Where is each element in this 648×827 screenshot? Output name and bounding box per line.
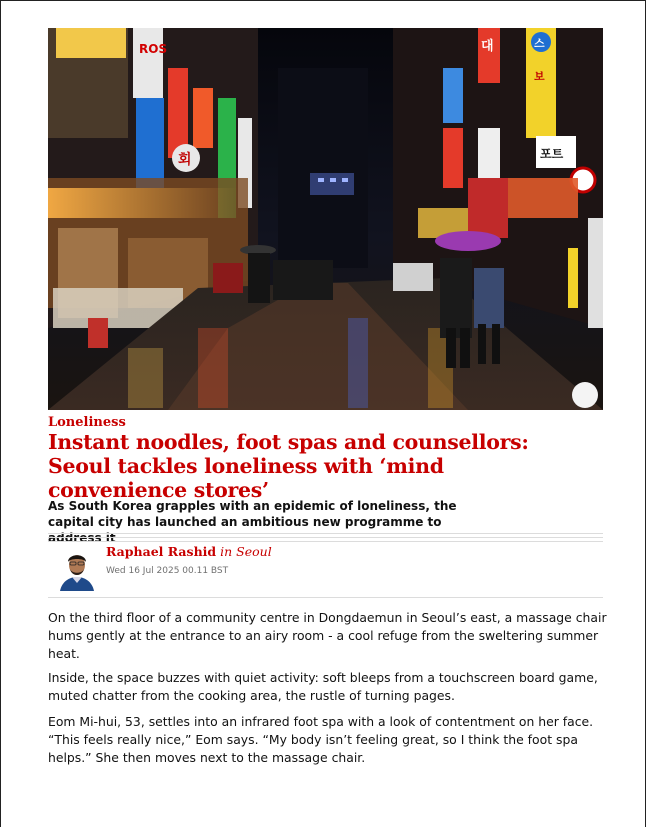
sign-right-4: 포트 [540, 147, 564, 161]
section-label[interactable]: Loneliness [48, 415, 126, 430]
headline: Instant noodles, foot spas and counsellors: Seoul tackles loneliness with ‘mind convenience stores’ [48, 430, 529, 502]
author-avatar-icon [56, 547, 98, 591]
byline [106, 544, 272, 559]
author-link[interactable]: Raphael Rashid [106, 544, 217, 559]
author-avatar [56, 547, 98, 591]
sign-right-1: 대 [481, 39, 494, 54]
divider [48, 597, 603, 598]
byline-location: in Seoul [220, 544, 272, 559]
divider [48, 533, 603, 534]
divider [48, 541, 603, 542]
paragraph: Inside, the space buzzes with quiet activity: soft bleeps from a touchscreen board game, muted chatter from the cooking area, the rustle of turning pages. [48, 670, 598, 703]
expand-icon[interactable] [572, 382, 598, 408]
paragraph: Eom Mi-hui, 53, settles into an infrared foot spa with a look of contentment on her face. “This feels really nice,” Eom says. “My body isn’t feeling great, so I think the foot spa helps.” She then moves next to the massage chair. [48, 714, 594, 765]
divider [48, 537, 603, 538]
hero-image [48, 28, 603, 410]
street-night-photo [48, 28, 603, 410]
publish-date: Wed 16 Jul 2025 00.11 BST [106, 566, 229, 576]
sign-right-3: 보 [534, 70, 545, 83]
sign-right-2: 스 [534, 37, 545, 50]
paragraph: On the third floor of a community centre in Dongdaemun in Seoul’s east, a massage chair hums gently at the entrance to an airy room - a cool refuge from the sweltering summer heat. [48, 610, 607, 661]
sign-left-1: ROS [139, 42, 168, 56]
sign-left-2: 회 [178, 152, 192, 168]
standfirst: As South Korea grapples with an epidemic of loneliness, the capital city has launched an ambitious new programme to address it [48, 499, 457, 545]
